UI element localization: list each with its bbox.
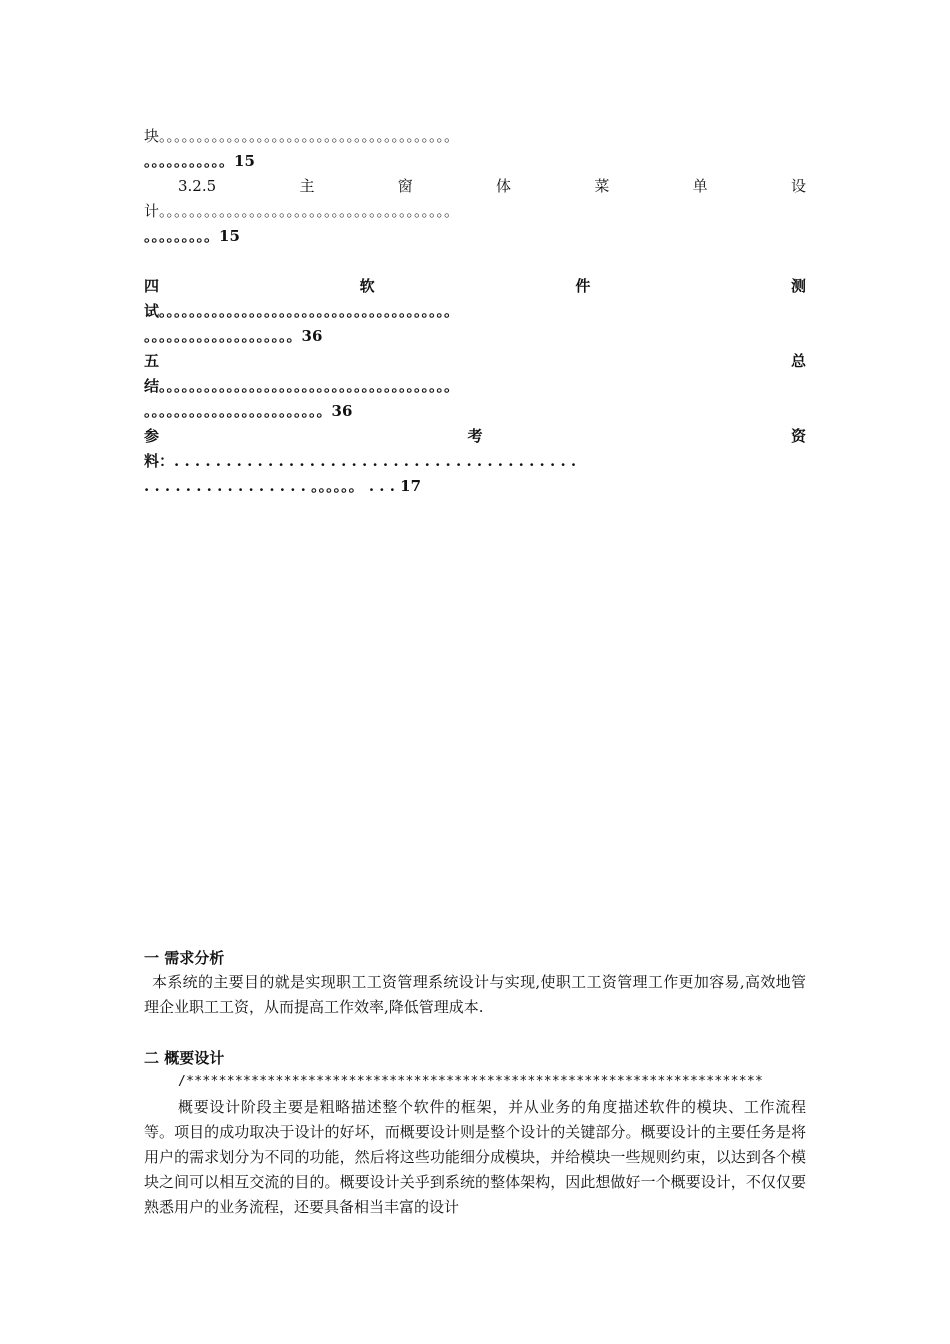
toc-entry-section-4 [144, 274, 806, 298]
section-heading: 一 需求分析 [144, 949, 225, 967]
toc-entry-char: 参 [144, 427, 160, 445]
toc-entry-char: 测 [790, 277, 806, 295]
toc-entry-number: 3.2.5 [178, 177, 217, 195]
toc-line-page: 。。。。。。。。。。。。。。。。。。。。。。。。36 [144, 402, 353, 420]
toc-line: 料：. . . . . . . . . . . . . . . . . . . . . . . . . . . . . . . . . . . . . . . [144, 452, 577, 470]
section-body: 概要设计阶段主要是粗略描述整个软件的框架，并从业务的角度描述软件的模块、工作流程等。项目的成功取决于设计的好坏，而概要设计则是整个设计的关键部分。概要设计的主要任务是将用户的需求划分为不同的功能，然后将这些功能细分成模块，并给模块一些规则约束，以达到各个模块之间可以相互交流的目的。概要设计关乎到系统的整体架构，因此想做好一个概要设计，不仅仅要熟悉用户的业务流程，还要具备相当丰富的设计 [144, 1098, 806, 1216]
toc-entry-char: 体 [496, 177, 512, 195]
toc-entry-section-5 [144, 349, 806, 373]
toc-entry-char: 四 [144, 277, 160, 295]
toc-line-page: . . . . . . . . . . . . . . . . 。。。。。。 . . . 17 [144, 477, 422, 495]
toc-entry-char: 件 [575, 277, 591, 295]
toc-entry-char: 主 [299, 177, 315, 195]
toc-entry-char: 五 [144, 352, 160, 370]
toc-entry-char: 软 [359, 277, 375, 295]
toc-entry-char: 设 [790, 177, 806, 195]
toc-line: 结。。。。。。。。。。。。。。。。。。。。。。。。。。。。。。。。。。。。。。。 [144, 377, 460, 395]
toc-entry-char: 菜 [594, 177, 610, 195]
toc-entry-char: 窗 [397, 177, 413, 195]
comment-stars: /*********************************************************************** [178, 1074, 764, 1089]
toc-line-page: 。。。。。。。。。。。。。。。。。。。。36 [144, 327, 323, 345]
toc-line: 计。。。。。。。。。。。。。。。。。。。。。。。。。。。。。。。。。。。。。。。 [144, 202, 460, 220]
toc-entry-references [144, 424, 806, 448]
section-body: 本系统的主要目的就是实现职工工资管理系统设计与实现,使职工工资管理工作更加容易,高效地管理企业职工工资，从而提高工作效率,降低管理成本. [144, 973, 806, 1016]
toc-entry-char: 考 [467, 427, 483, 445]
toc-line: 块。。。。。。。。。。。。。。。。。。。。。。。。。。。。。。。。。。。。。。。 [144, 127, 460, 145]
toc-line: 试。。。。。。。。。。。。。。。。。。。。。。。。。。。。。。。。。。。。。。。 [144, 302, 460, 320]
toc-entry-3-2-5 [178, 174, 806, 198]
toc-entry-char: 总 [790, 352, 806, 370]
toc-line-page: 。。。。。。。。。。。15 [144, 152, 255, 170]
toc-entry-char: 单 [692, 177, 708, 195]
section-heading: 二 概要设计 [144, 1049, 225, 1067]
toc-line-page: 。。。。。。。。。15 [144, 227, 240, 245]
toc-entry-char: 资 [790, 427, 806, 445]
